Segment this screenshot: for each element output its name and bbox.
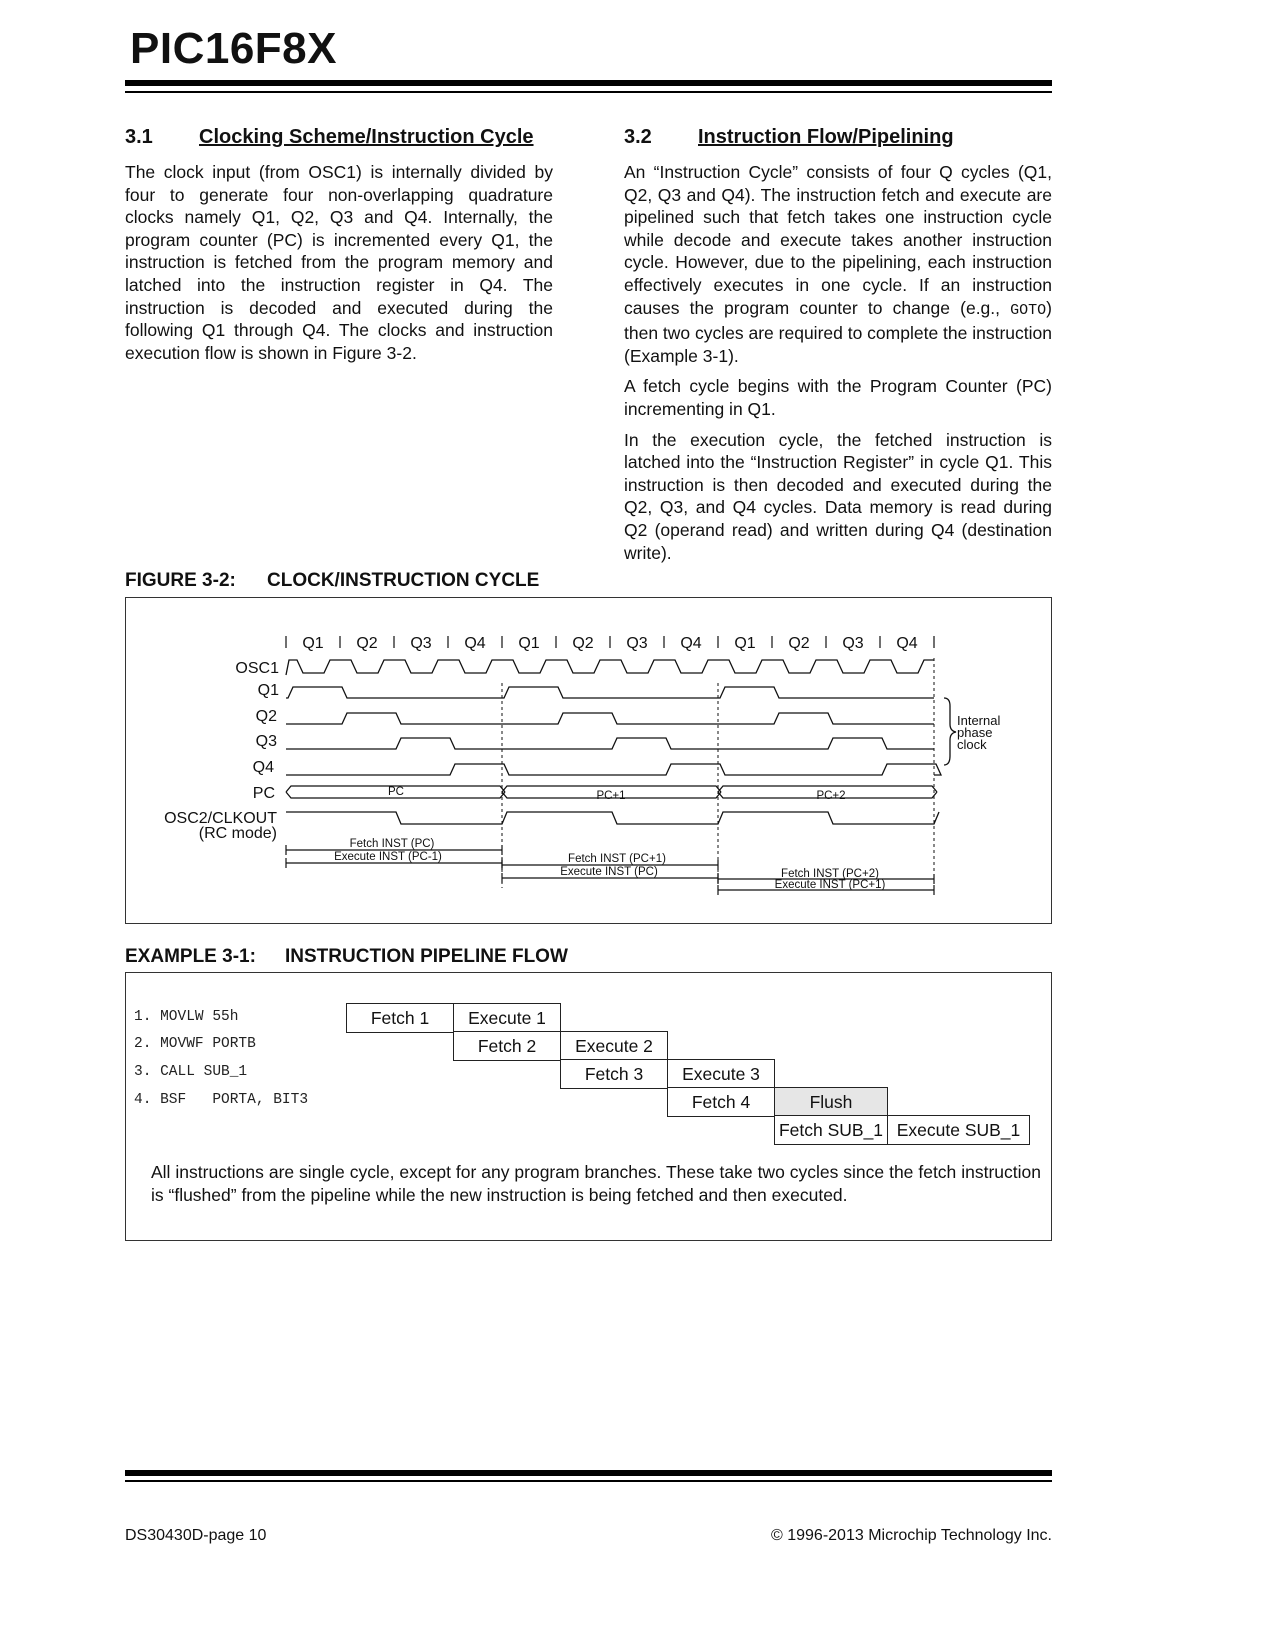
figure-3-2-label <box>125 570 539 592</box>
q-label: Q3 <box>842 635 864 652</box>
example-note: All instructions are single cycle, except for any program branches. These take two cycles since the fetch instruction is “flushed” from the pipeline while the new instruction is being fetched and then executed. <box>151 1162 1041 1205</box>
figure-number: FIGURE 3-2: <box>125 570 236 591</box>
label-fetch-pc: Fetch INST (PC) <box>349 838 435 850</box>
internal-label-line-1: Internal <box>957 713 1001 728</box>
cell-execute-2: Execute 2 <box>560 1031 668 1061</box>
q1-waveform <box>286 687 934 698</box>
signal-labels <box>164 660 279 842</box>
section-3-1-number: 3.1 <box>125 126 153 148</box>
q-label: Q1 <box>518 635 540 652</box>
internal-phase-label <box>957 713 1000 752</box>
pipeline-labels <box>334 838 885 891</box>
signal-label-pc: PC <box>252 785 275 802</box>
signal-label-q1: Q1 <box>257 682 279 699</box>
figure-title: CLOCK/INSTRUCTION CYCLE <box>267 570 540 591</box>
pc-value-1: PC+1 <box>596 790 626 802</box>
internal-phase-brace <box>944 698 956 765</box>
cell-fetch-sub-1: Fetch SUB_1 <box>774 1115 888 1145</box>
pc-values <box>388 786 846 802</box>
q-label: Q2 <box>572 635 594 652</box>
instruction-3: 3. CALL SUB_1 <box>134 1064 248 1080</box>
clock-timing-diagram <box>126 598 1050 922</box>
p1-text-after: ) then two cycles are required to complete the instruction (Example 3-1). <box>624 297 1052 366</box>
signal-label-q3: Q3 <box>255 733 277 750</box>
instruction-4: 4. BSF PORTA, BIT3 <box>134 1092 309 1108</box>
section-3-2-paragraph-1 <box>624 161 1052 367</box>
section-3-1-paragraph: The clock input (from OSC1) is internally divided by four to generate four non-overlapping quadrature clocks namely Q1, Q2, Q3 and Q4. Internally, the program counter (PC) is incremented every Q1, the instruction is fetched from the program memory and latched into the instruction register in Q4. The instruction is decoded and executed during the following Q1 through Q4. The clocks and instruction execution flow is shown in Figure 3-2. <box>125 162 553 363</box>
goto-code: GOTO <box>1010 301 1047 319</box>
p1-text-before: An “Instruction Cycle” consists of four Q cycles (Q1, Q2, Q3 and Q4). The instruction fetch and execute are pipelined such that fetch takes one instruction cycle while decode and execute takes another instruction cycle. However, due to the pipelining, each instruction effectively executes in one cycle. If an instruction causes the program counter to change (e.g., <box>624 162 1052 318</box>
signal-label-osc1: OSC1 <box>235 660 279 677</box>
q-label: Q1 <box>734 635 756 652</box>
pc-value-2: PC+2 <box>816 790 846 802</box>
q-label: Q4 <box>680 635 702 652</box>
header-rule-thick <box>125 80 1052 86</box>
example-3-1-label <box>125 946 568 968</box>
q-label: Q4 <box>464 635 486 652</box>
cell-execute-1: Execute 1 <box>453 1003 561 1033</box>
q2-waveform <box>286 713 934 724</box>
section-3-2-heading <box>624 126 954 149</box>
section-3-1-body <box>125 161 553 372</box>
internal-label-line-2: phase <box>957 725 993 740</box>
q-label: Q2 <box>356 635 378 652</box>
section-3-2-paragraph-3: In the execution cycle, the fetched instruction is latched into the “Instruction Register” in cycle Q1. This instruction is then decoded and executed during the Q2, Q3, and Q4 cycles. Data memory is read during Q2 (operand read) and written during Q4 (destination write). <box>624 429 1052 563</box>
cell-flush: Flush <box>774 1087 888 1117</box>
page-title: PIC16F8X <box>130 24 337 73</box>
q3-waveform <box>286 738 934 749</box>
cell-fetch-3: Fetch 3 <box>560 1059 668 1089</box>
footer-rule-thick <box>125 1470 1052 1476</box>
signal-label-q4: Q4 <box>252 759 274 776</box>
instruction-2: 2. MOVWF PORTB <box>134 1036 256 1052</box>
footer-doc-number: DS30430D-page 10 <box>125 1527 267 1544</box>
label-fetch-pc-plus-1: Fetch INST (PC+1) <box>568 853 666 865</box>
section-3-1-title: Clocking Scheme/Instruction Cycle <box>199 126 534 148</box>
section-3-1-heading <box>125 126 534 149</box>
cell-execute-sub-1: Execute SUB_1 <box>887 1115 1030 1145</box>
signal-label-q2: Q2 <box>255 708 277 725</box>
example-number: EXAMPLE 3-1: <box>125 946 256 967</box>
cell-execute-3: Execute 3 <box>667 1059 775 1089</box>
q4-waveform <box>286 764 941 775</box>
q-label: Q3 <box>410 635 432 652</box>
example-title: INSTRUCTION PIPELINE FLOW <box>285 946 568 967</box>
section-3-2-body <box>624 161 1052 572</box>
cell-fetch-4: Fetch 4 <box>667 1087 775 1117</box>
section-3-2-title: Instruction Flow/Pipelining <box>698 126 954 148</box>
pc-value-0: PC <box>388 786 404 798</box>
q-label: Q4 <box>896 635 918 652</box>
q-label: Q3 <box>626 635 648 652</box>
q-label: Q1 <box>302 635 324 652</box>
header-rule-thin <box>125 91 1052 93</box>
section-3-2-paragraph-2: A fetch cycle begins with the Program Counter (PC) incrementing in Q1. <box>624 376 1052 419</box>
q-label: Q2 <box>788 635 810 652</box>
osc1-waveform <box>286 660 934 675</box>
q-cycle-labels <box>286 635 934 652</box>
signal-label-osc2: OSC2/CLKOUT <box>164 810 277 827</box>
cell-fetch-1: Fetch 1 <box>346 1003 454 1033</box>
signal-label-rc-mode: (RC mode) <box>198 825 277 842</box>
internal-label-line-3: clock <box>957 737 987 752</box>
label-exec-pc-plus-1: Execute INST (PC+1) <box>774 879 886 891</box>
example-3-1-box <box>125 972 1052 1241</box>
label-fetch-pc-plus-2: Fetch INST (PC+2) <box>781 868 879 880</box>
figure-3-2-box <box>125 597 1052 924</box>
footer-rule-thin <box>125 1480 1052 1482</box>
section-3-2-number: 3.2 <box>624 126 652 148</box>
label-exec-pc-minus-1: Execute INST (PC-1) <box>334 851 442 863</box>
footer-copyright: © 1996-2013 Microchip Technology Inc. <box>771 1527 1052 1544</box>
label-exec-pc: Execute INST (PC) <box>560 866 658 878</box>
osc2-clkout-waveform <box>286 812 939 824</box>
cell-fetch-2: Fetch 2 <box>453 1031 561 1061</box>
instruction-1: 1. MOVLW 55h <box>134 1009 239 1025</box>
